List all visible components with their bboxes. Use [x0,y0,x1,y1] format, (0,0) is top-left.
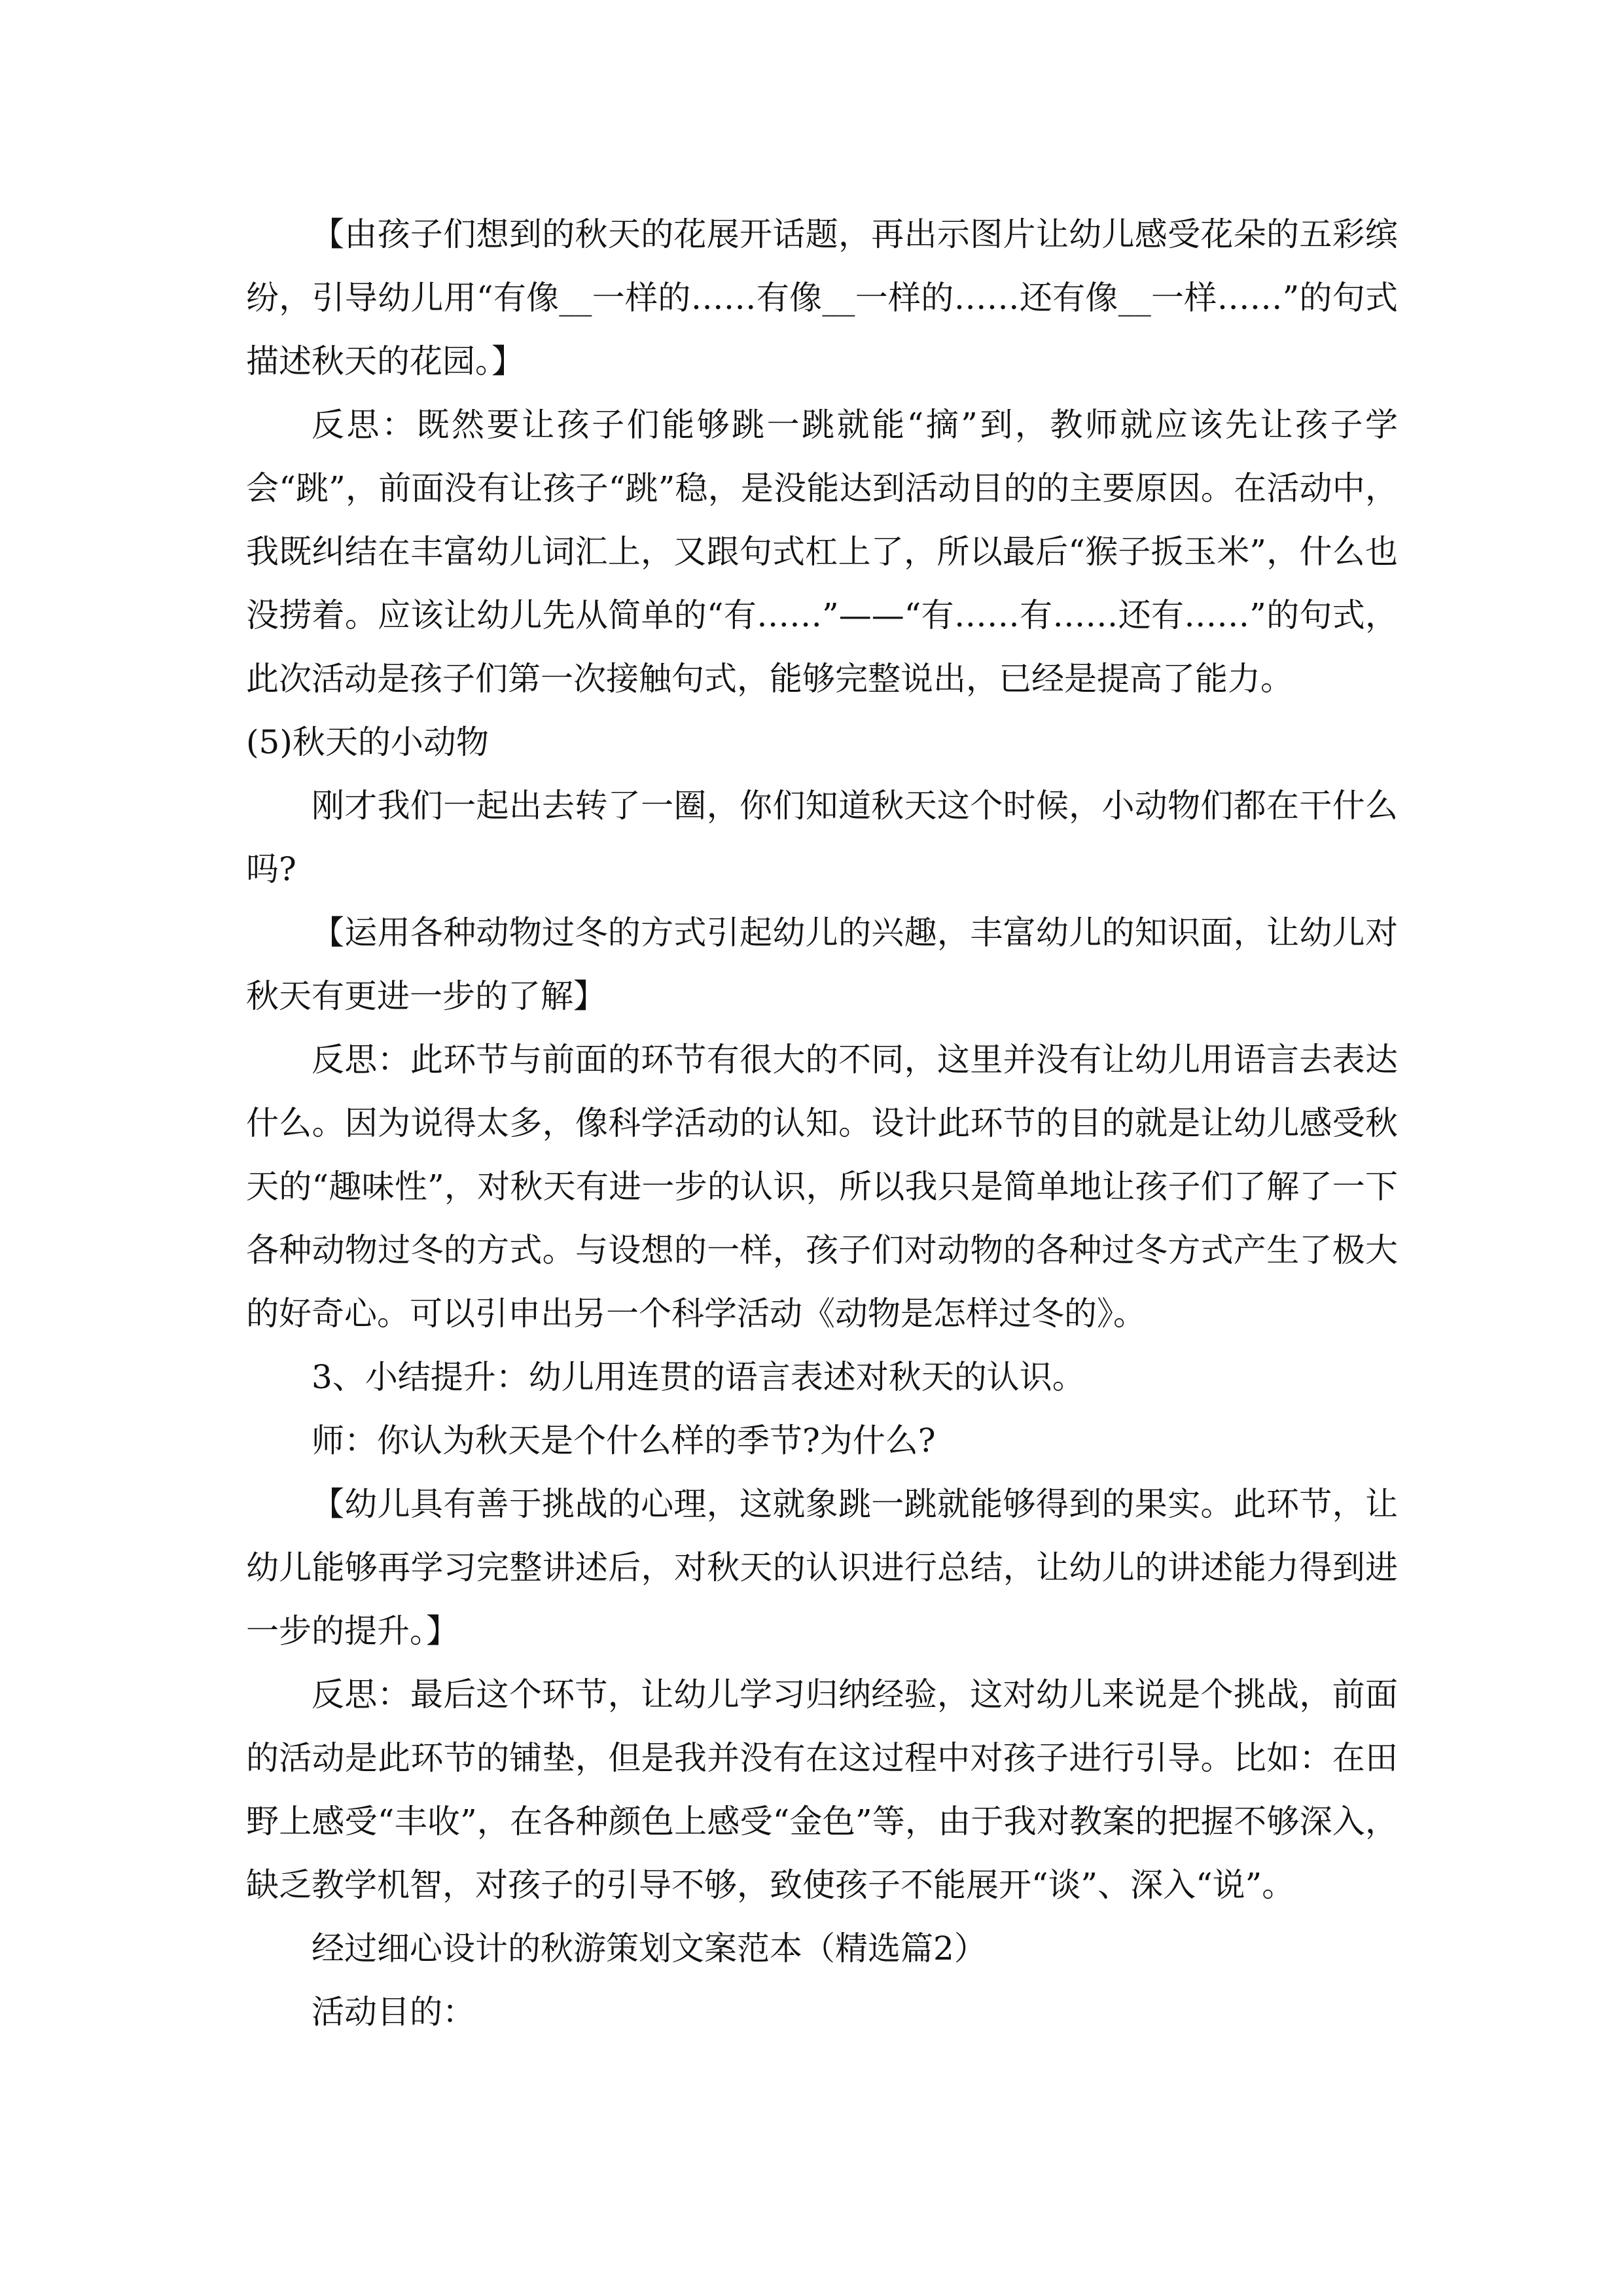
paragraph-reflection-3: 反思：最后这个环节，让幼儿学习归纳经验，这对幼儿来说是个挑战，前面的活动是此环节的铺垫，但是我并没有在这过程中对孩子进行引导。比如：在田野上感受“丰收”，在各种颜色上感受“金色”等，由于我对教案的把握不够深入，缺乏教学机智，对孩子的引导不够，致使孩子不能展开“谈”、深入“说”。 [246,1676,1398,1904]
paragraph-summary-heading: 3、小结提升：幼儿用连贯的语言表述对秋天的认识。 [312,1358,1085,1396]
section-heading-animals: (5)秋天的小动物 [246,723,489,761]
document-body [246,203,1398,2044]
paragraph-reflection-1: 反思：既然要让孩子们能够跳一跳就能“摘”到，教师就应该先让孩子学会“跳”，前面没有让孩子“跳”稳，是没能达到活动目的的主要原因。在活动中，我既纠结在丰富幼儿词汇上，又跟句式杠上了，所以最后“猴子扳玉米”，什么也没捞着。应该让幼儿先从简单的“有……”——“有……有……还有……”的句式，此次活动是孩子们第一次接触句式，能够完整说出，已经是提高了能力。 [246,406,1398,698]
paragraph-reflection-2: 反思：此环节与前面的环节有很大的不同，这里并没有让幼儿用语言去表达什么。因为说得太多，像科学活动的认知。设计此环节的目的就是让幼儿感受秋天的“趣味性”，对秋天有进一步的认识，所以我只是简单地让孩子们了解了一下各种动物过冬的方式。与设想的一样，孩子们对动物的各种过冬方式产生了极大的好奇心。可以引申出另一个科学活动《动物是怎样过冬的》。 [246,1041,1398,1333]
paragraph-animals-question: 刚才我们一起出去转了一圈，你们知道秋天这个时候，小动物们都在干什么吗? [246,787,1398,888]
paragraph-summary-note: 【幼儿具有善于挑战的心理，这就象跳一跳就能够得到的果实。此环节，让幼儿能够再学习完整讲述后，对秋天的认识进行总结，让幼儿的讲述能力得到进一步的提升。】 [246,1485,1398,1650]
paragraph-teacher-question: 师：你认为秋天是个什么样的季节?为什么? [312,1422,936,1460]
paragraph-flower-intro: 【由孩子们想到的秋天的花展开话题，再出示图片让幼儿感受花朵的五彩缤纷，引导幼儿用“有像__一样的……有像__一样的……还有像__一样……”的句式描述秋天的花园。】 [246,215,1398,380]
paragraph-activity-goal: 活动目的： [312,1993,475,2031]
paragraph-animals-note: 【运用各种动物过冬的方式引起幼儿的兴趣，丰富幼儿的知识面，让幼儿对秋天有更进一步的了解】 [246,914,1398,1015]
section-title-plan-2: 经过细心设计的秋游策划文案范本（精选篇2） [312,1929,987,1967]
